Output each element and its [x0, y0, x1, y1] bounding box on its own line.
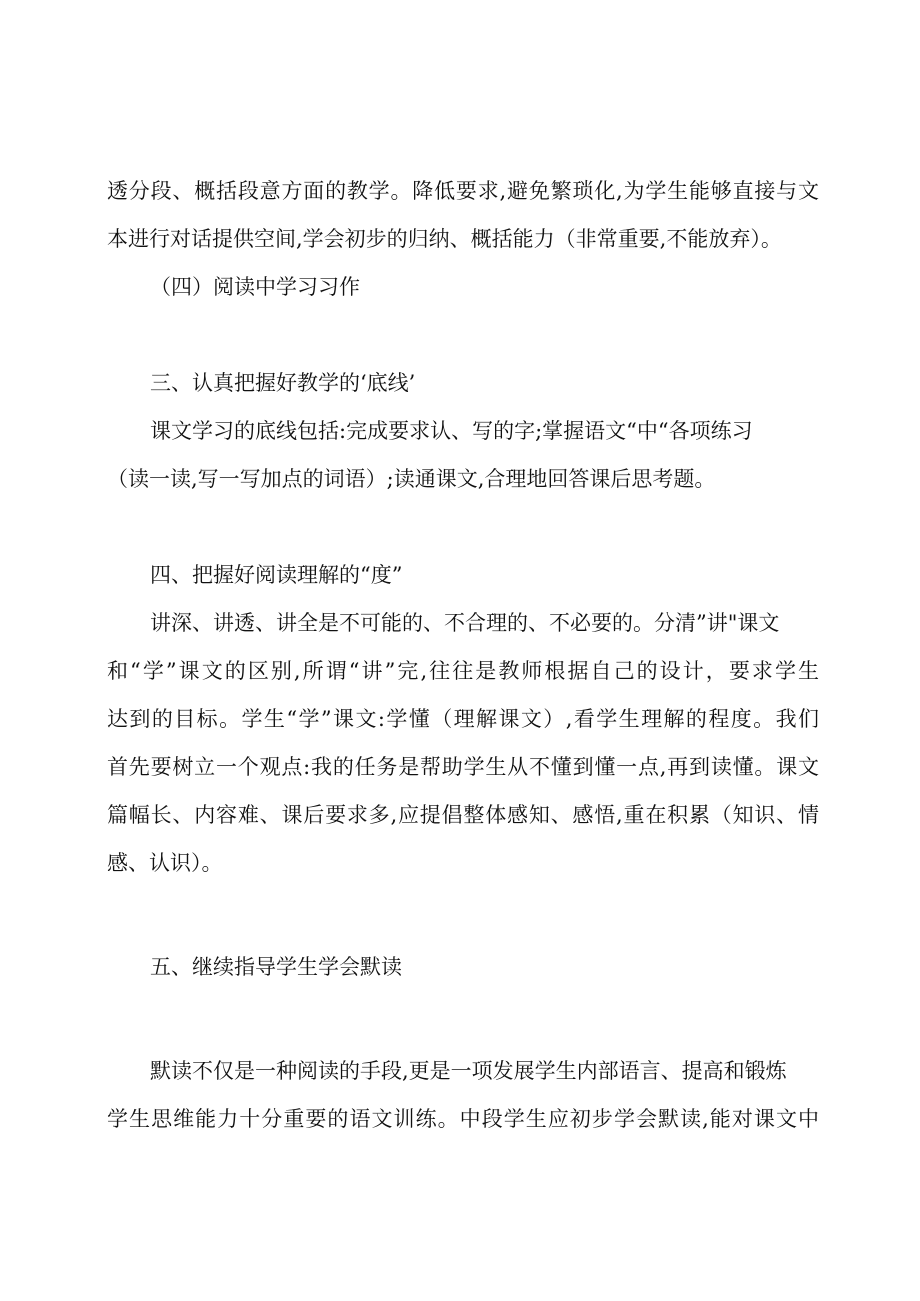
- section-heading: 五、继续指导学生学会默读: [150, 955, 402, 979]
- paragraph-line: 本进行对话提供空间,学会初步的归纳、概括能力（非常重要,不能放弃）。: [107, 227, 782, 251]
- paragraph-line: （读一读,写一写加点的词语）;读通课文,合理地回答课后思考题。: [107, 467, 716, 491]
- paragraph-line: 透分段、概括段意方面的教学。降低要求,避免繁琐化,为学生能够直接与文: [107, 179, 819, 203]
- paragraph-line: 讲深、讲透、讲全是不可能的、不合理的、不必要的。分清”讲"课文: [150, 611, 780, 635]
- section-heading: 三、认真把握好教学的‘底线’: [150, 371, 416, 395]
- paragraph-line: 感、认识）。: [107, 851, 223, 875]
- paragraph-line: 课文学习的底线包括:完成要求认、写的字;掌握语文“中“各项练习: [150, 419, 753, 443]
- paragraph-line: 首先要树立一个观点:我的任务是帮助学生从不懂到懂一点,再到读懂。课文: [107, 755, 819, 779]
- paragraph-line: 默读不仅是一种阅读的手段,更是一项发展学生内部语言、提高和锻炼: [150, 1059, 787, 1083]
- subheading: （四）阅读中学习习作: [150, 275, 360, 299]
- paragraph-line: 和“学”课文的区别,所谓“讲”完,往往是教师根据自己的设计，要求学生: [107, 659, 819, 683]
- paragraph-line: 学生思维能力十分重要的语文训练。中段学生应初步学会默读,能对课文中: [107, 1107, 819, 1131]
- paragraph-line: 篇幅长、内容难、课后要求多,应提倡整体感知、感悟,重在积累（知识、情: [107, 803, 819, 827]
- paragraph-line: 达到的目标。学生“学”课文:学懂（理解课文）,看学生理解的程度。我们: [107, 707, 819, 731]
- section-heading: 四、把握好阅读理解的“度”: [150, 563, 403, 587]
